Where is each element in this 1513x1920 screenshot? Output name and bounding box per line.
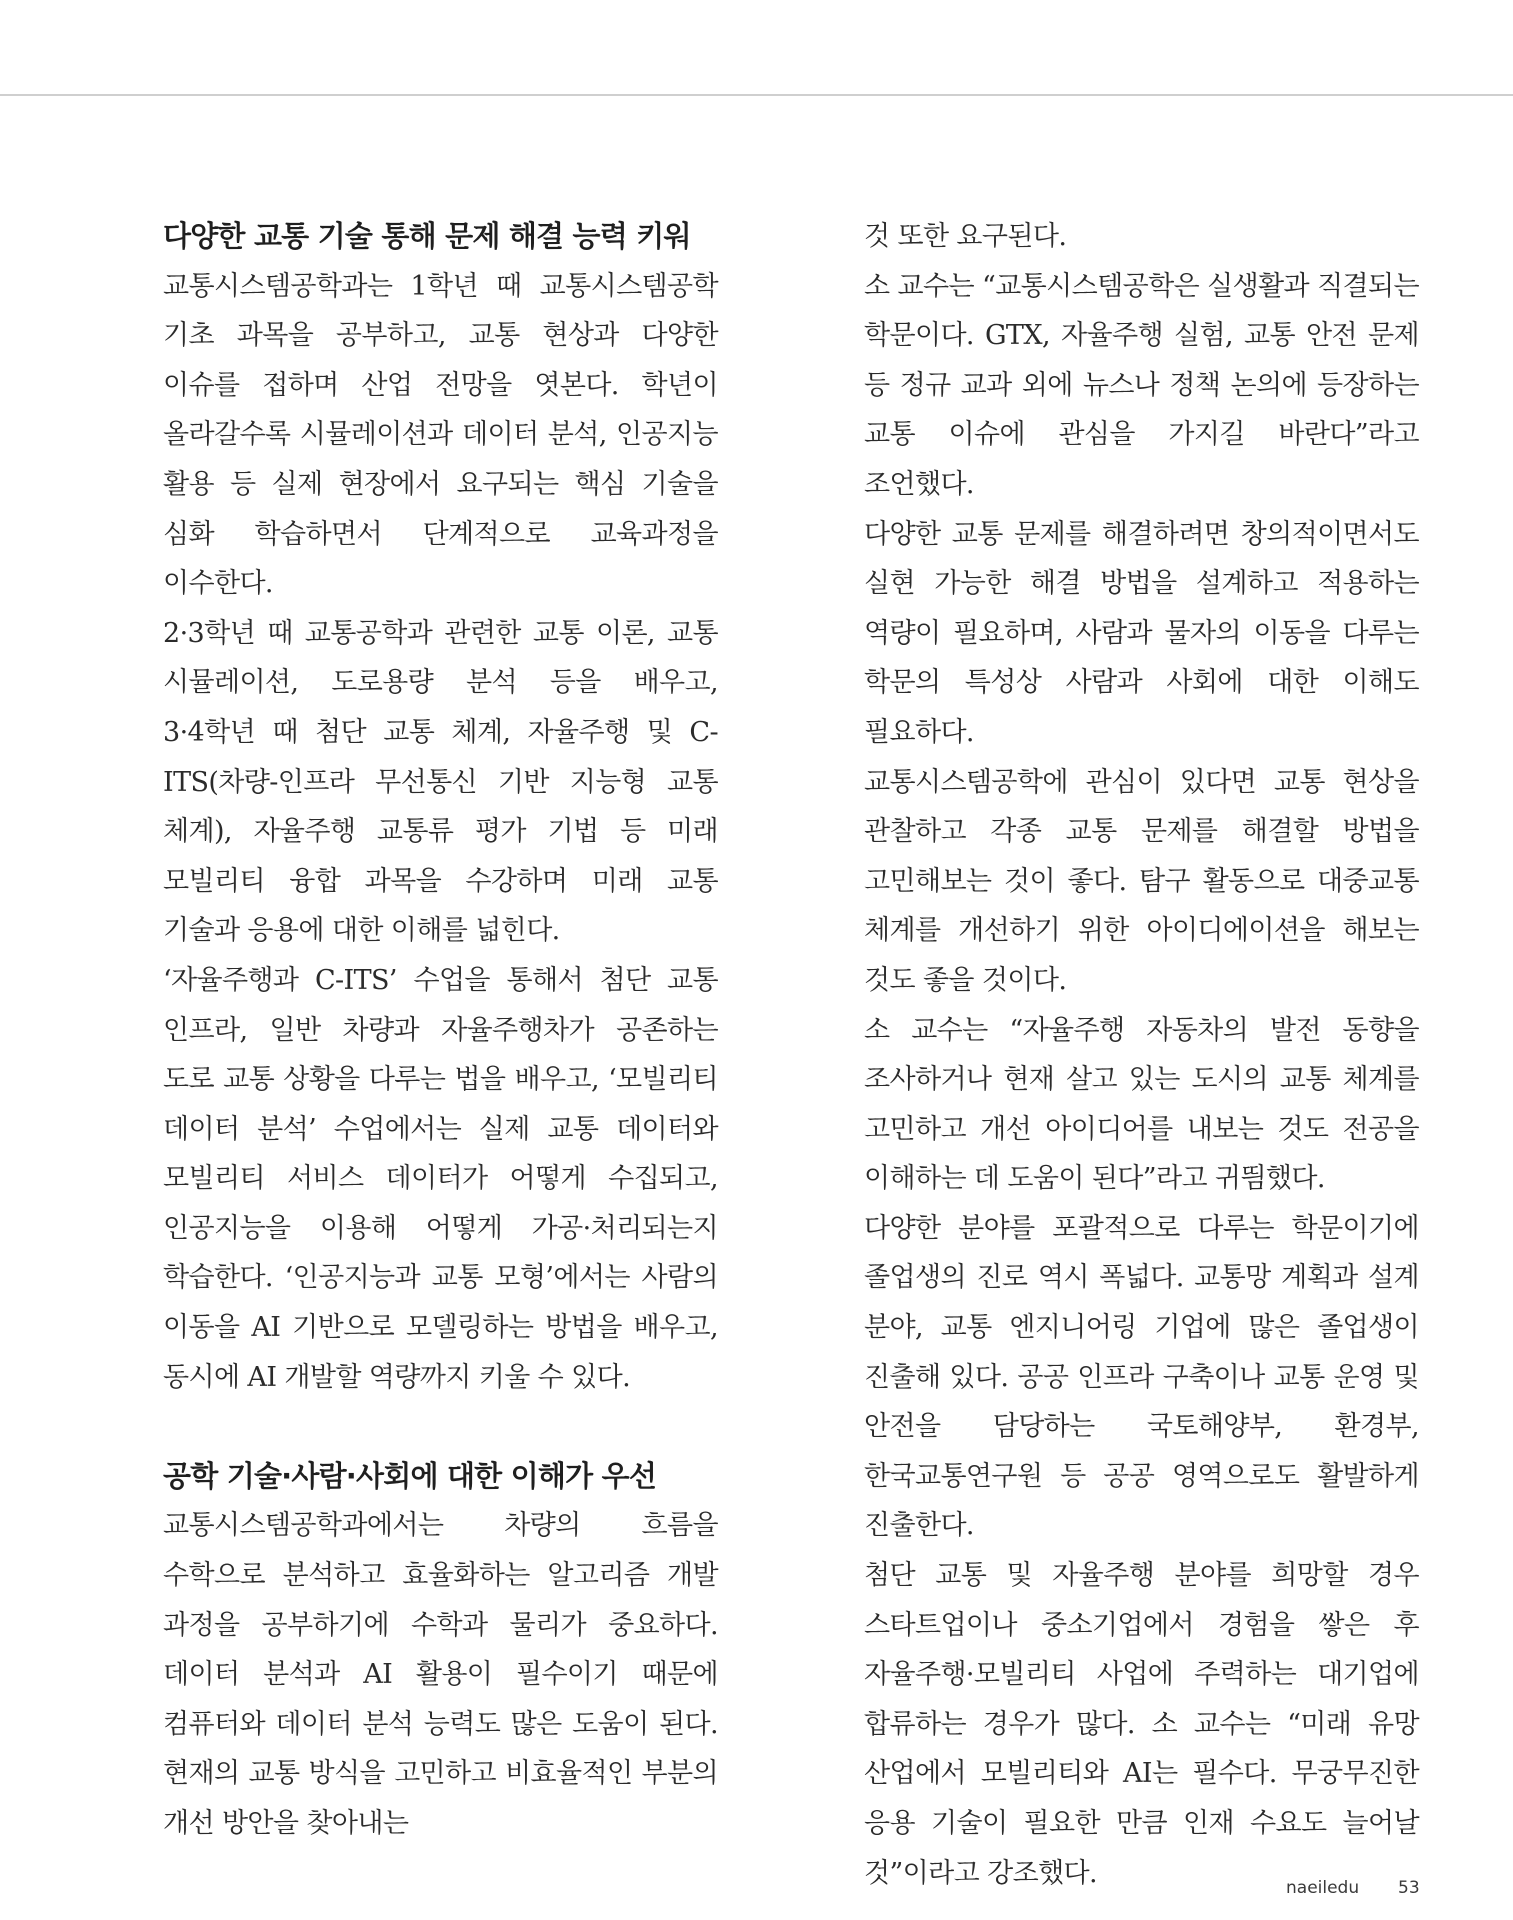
section-heading-2: 공학 기술·사람·사회에 대한 이해가 우선 [163,1458,657,1493]
section-heading-1: 다양한 교통 기술 통해 문제 해결 능력 키워 [163,219,691,253]
top-divider [0,94,1513,96]
body-paragraph: ‘자율주행과 C-ITS’ 수업을 통해서 첨단 교통 인프라, 일반 차량과 자율주행차가 공존하는 도로 교통 상황을 다루는 법을 배우고, ‘모빌리티 데이터 분석’ 수업에서는 실제 교통 데이터와 모빌리티 서비스 데이터가 어떻게 수집되고, 인공지능을 이용해 어떻게 가공·처리되는지 학습한다. ‘인공지능과 교통 모형’에서는 사람의 이동을 AI 기반으로 모델링하는 방법을 배우고, 동시에 AI 개발할 역량까지 키울 수 있다. [163,964,718,1393]
left-column [163,212,718,1849]
right-column [864,212,1419,1898]
footer-brand: naeiledu [1286,1878,1360,1898]
body-paragraph: 교통시스템공학과는 1학년 때 교통시스템공학 기초 과목을 공부하고, 교통 현상과 다양한 이슈를 접하며 산업 전망을 엿본다. 학년이 올라갈수록 시뮬레이션과 데이터 분석, 인공지능 활용 등 실제 현장에서 요구되는 핵심 기술을 심화 학습하면서 단계적으로 교육과정을 이수한다. [163,270,718,600]
body-paragraph: 다양한 교통 문제를 해결하려면 창의적이면서도 실현 가능한 해결 방법을 설계하고 적용하는 역량이 필요하며, 사람과 물자의 이동을 다루는 학문의 특성상 사람과 사회에 대한 이해도 필요하다. [864,518,1419,748]
body-paragraph: 교통시스템공학과에서는 차량의 흐름을 수학으로 분석하고 효율화하는 알고리즘 개발 과정을 공부하기에 수학과 물리가 중요하다. 데이터 분석과 AI 활용이 필수이기 때문에 컴퓨터와 데이터 분석 능력도 많은 도움이 된다. 현재의 교통 방식을 고민하고 비효율적인 부분의 개선 방안을 찾아내는 [163,1510,718,1839]
body-paragraph: 2·3학년 때 교통공학과 관련한 교통 이론, 교통 시뮬레이션, 도로용량 분석 등을 배우고, 3·4학년 때 첨단 교통 체계, 자율주행 및 C-ITS(차량-인프라 무선통신 기반 지능형 교통 체계), 자율주행 교통류 평가 기법 등 미래 모빌리티 융합 과목을 수강하며 미래 교통 기술과 응용에 대한 이해를 넓힌다. [163,617,718,947]
body-paragraph: 첨단 교통 및 자율주행 분야를 희망할 경우 스타트업이나 중소기업에서 경험을 쌓은 후 자율주행·모빌리티 사업에 주력하는 대기업에 합류하는 경우가 많다. 소 교수는 “미래 유망 산업에서 모빌리티와 AI는 필수다. 무궁무진한 응용 기술이 필요한 만큼 인재 수요도 늘어날 것”이라고 강조했다. [864,1560,1419,1889]
body-paragraph: 다양한 분야를 포괄적으로 다루는 학문이기에 졸업생의 진로 역시 폭넓다. 교통망 계획과 설계 분야, 교통 엔지니어링 기업에 많은 졸업생이 진출해 있다. 공공 인프라 구축이나 교통 운영 및 안전을 담당하는 국토해양부, 환경부, 한국교통연구원 등 공공 영역으로도 활발하게 진출한다. [864,1212,1419,1542]
body-paragraph: 것 또한 요구된다. [864,221,1067,252]
body-paragraph: 소 교수는 “자율주행 자동차의 발전 동향을 조사하거나 현재 살고 있는 도시의 교통 체계를 고민하고 개선 아이디어를 내보는 것도 전공을 이해하는 데 도움이 된다”라고 귀띔했다. [864,1014,1419,1195]
body-paragraph: 교통시스템공학에 관심이 있다면 교통 현상을 관찰하고 각종 교통 문제를 해결할 방법을 고민해보는 것이 좋다. 탐구 활동으로 대중교통 체계를 개선하기 위한 아이디에이션을 해보는 것도 좋을 것이다. [864,766,1419,996]
page-number: 53 [1398,1878,1420,1898]
body-paragraph: 소 교수는 “교통시스템공학은 실생활과 직결되는 학문이다. GTX, 자율주행 실험, 교통 안전 문제 등 정규 교과 외에 뉴스나 정책 논의에 등장하는 교통 이슈에 관심을 가지길 바란다”라고 조언했다. [864,270,1419,500]
